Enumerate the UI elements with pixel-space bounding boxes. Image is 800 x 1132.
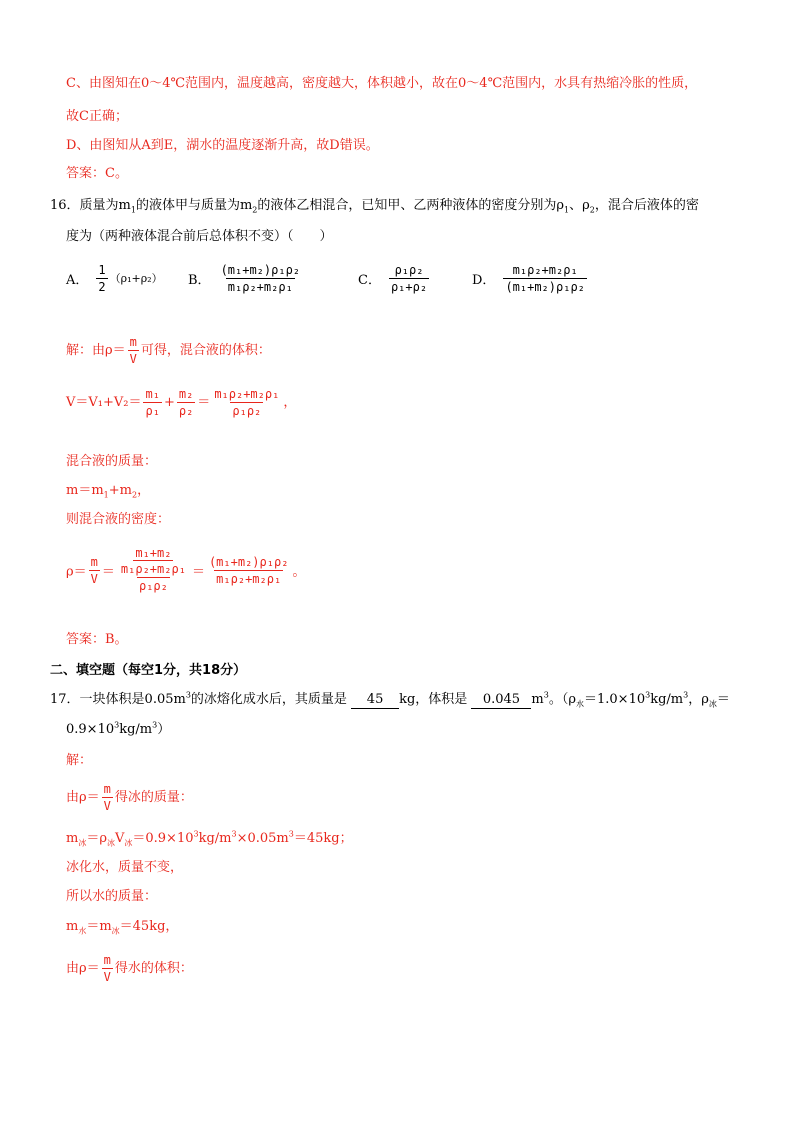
melt-line: 冰化水，质量不变， [66,860,184,875]
blank-mass[interactable]: 45 [351,692,399,709]
solution-c-line-1: C、由图知在0～4℃范围内，温度越高，密度越大，体积越小，故在0～4℃范围内，水具有热缩冷胀的性质， [66,76,698,91]
ice-mass-equation: $m_冰=\rho_冰V_冰=0.9\times 10^3kg/m^3\times 0.05m^3=45kg$； [66,829,353,848]
question-16-line-1: 16．质量为$m_1$的液体甲与质量为$m_2$的液体乙相混合，已知甲、乙两种液体的密度分别为$\rho_1$、$\rho_2$，混合后液体的密 [50,198,699,215]
solution-17-label: 解： [66,753,93,768]
volume-equation: V＝V₁+V₂＝ $\frac{\text{m₁}}{\text{ρ₁}}$ + $\frac{\text{m₂}}{\text{ρ₂}}$ ＝ $\frac{\text{m₁ρ₂+m₂ρ₁}}{\text{ρ₁ρ₂}}$ ， [66,387,297,418]
option-c: C． $\frac{\text{ρ₁ρ₂}}{\text{ρ₁+ρ₂}}$ [358,263,428,294]
solution-17-water-volume: 由ρ＝ $\frac{m}{V}$ 得水的体积： [66,953,193,984]
water-mass-equation: $m_水=m_冰=45kg$， [66,919,179,936]
mix-mass-label: 混合液的质量： [66,454,158,469]
option-a: A． $\frac{1}{2}$ （ρ₁+ρ₂） [66,263,163,294]
blank-volume[interactable]: 0.045 [471,692,531,709]
option-b: B． $\frac{\text{(m₁+m₂)ρ₁ρ₂}}{\text{m₁ρ₂+m₂ρ₁}}$ [188,263,301,294]
mix-mass-equation: $m=m_1+m_2$， [66,483,151,500]
option-d: D． $\frac{\text{m₁ρ₂+m₂ρ₁}}{\text{(m₁+m₂)ρ₁ρ₂}}$ [472,263,585,294]
answer-16: 答案：B。 [66,632,128,647]
so-water-line: 所以水的质量： [66,889,158,904]
question-16-line-2: 度为（两种液体混合前后总体积不变）（ ） [66,229,333,244]
answer-15: 答案：C。 [66,166,128,181]
density-equation: ρ＝ $\frac{m}{V}$ ＝ $\frac{\text{m₁+m₂}}{\frac{\text{m₁ρ₂+m₂ρ₁}}{\text{ρ₁ρ₂}}}$ ＝ $\frac{\text{(m₁+m₂)ρ₁ρ₂}}{\text{m₁ρ₂+m₂ρ₁}}$ 。 [66,546,306,593]
question-17-line-2: $0.9\times 10^3kg/m^3$） [66,720,171,737]
mix-density-label: 则混合液的密度： [66,512,171,527]
solution-17-intro: 由ρ＝ $\frac{m}{V}$ 得冰的质量： [66,782,193,813]
question-17-line-1: 17．一块体积是$0.05m^3$的冰熔化成水后，其质量是 45 kg，体积是 0.045 $m^3$。（$\rho_水=1.0\times 10^3kg/m^3$，$\rho_冰=$ [50,690,730,709]
solution-c-line-2: 故C正确； [66,109,128,124]
solution-16-intro: 解：由ρ＝ $\frac{m}{V}$ 可得，混合液的体积： [66,335,271,366]
solution-d-line: D、由图知从A到E，湖水的温度逐渐升高，故D错误。 [66,138,379,153]
section-2-heading: 二、填空题（每空1分，共18分） [50,663,247,678]
